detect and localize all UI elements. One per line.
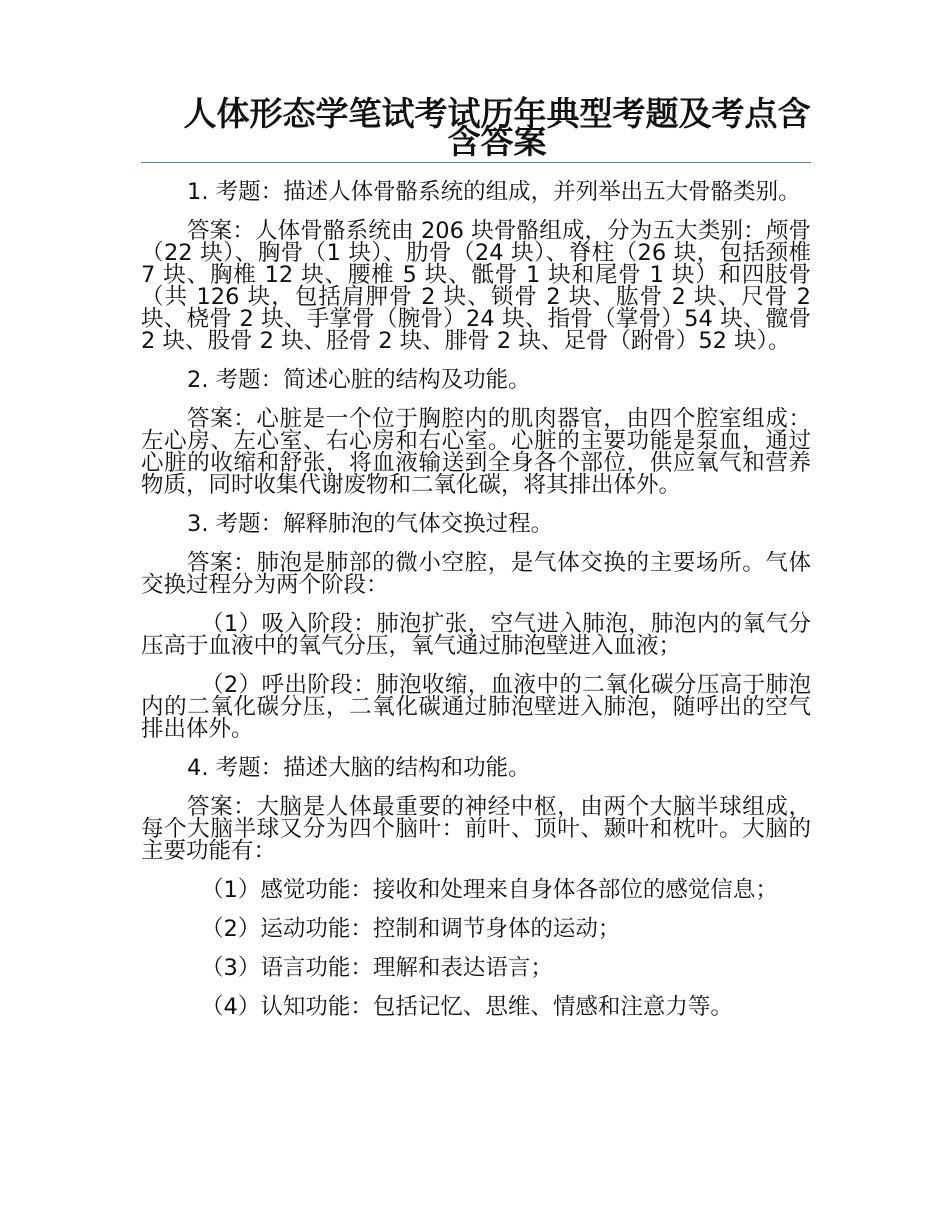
answer-3-item-1: （1）吸入阶段：肺泡扩张，空气进入肺泡，肺泡内的氧气分压高于血液中的氧气分压，氧气通过肺泡壁进入血液； — [141, 611, 811, 659]
answer-4-item-4: （4）认知功能：包括记忆、思维、情感和注意力等。 — [201, 994, 733, 1020]
title-underline — [141, 162, 811, 163]
answer-2: 答案：心脏是一个位于胸腔内的肌肉器官，由四个腔室组成：左心房、左心室、右心房和右心室。心脏的主要功能是泵血，通过心脏的收缩和舒张，将血液输送到全身各个部位，供应氧气和营养物质，同时收集代谢废物和二氧化碳，将其排出体外。 — [141, 406, 811, 498]
answer-4-item-2: （2）运动功能：控制和调节身体的运动； — [201, 916, 621, 942]
answer-4: 答案：大脑是人体最重要的神经中枢，由两个大脑半球组成，每个大脑半球又分为四个脑叶：前叶、顶叶、颞叶和枕叶。大脑的主要功能有： — [141, 794, 811, 864]
answer-3: 答案：肺泡是肺部的微小空腔，是气体交换的主要场所。气体交换过程分为两个阶段： — [141, 550, 811, 598]
question-3: 3. 考题：解释肺泡的气体交换过程。 — [187, 511, 554, 537]
question-1: 1. 考题：描述人体骨骼系统的组成，并列举出五大骨骼类别。 — [187, 179, 801, 205]
answer-1: 答案：人体骨骼系统由 206 块骨骼组成，分为五大类别：颅骨（22 块）、胸骨（1 块）、肋骨（24 块）、脊柱（26 块，包括颈椎 7 块、胸椎 12 块、腰椎 5 块、骶骨 1 块和尾骨 1 块）和四肢骨（共 126 块，包括肩胛骨 2 块、锁骨 2 块、肱骨 2 块、尺骨 2 块、桡骨 2 块、手掌骨（腕骨）24 块、指骨（掌骨）54 块、髋骨 2 块、股骨 2 块、胫骨 2 块、腓骨 2 块、足骨（跗骨）52 块）。 — [141, 218, 811, 354]
document-title: 人体形态学笔试考试历年典型考题及考点含含答案 — [183, 94, 811, 161]
question-2: 2. 考题：简述心脏的结构及功能。 — [187, 367, 531, 393]
answer-3-item-2: （2）呼出阶段：肺泡收缩，血液中的二氧化碳分压高于肺泡内的二氧化碳分压，二氧化碳通过肺泡壁进入肺泡，随呼出的空气排出体外。 — [141, 672, 811, 742]
document-page — [141, 94, 811, 1035]
question-4: 4. 考题：描述大脑的结构和功能。 — [187, 755, 531, 781]
answer-4-item-1: （1）感觉功能：接收和处理来自身体各部位的感觉信息； — [201, 877, 778, 903]
answer-4-item-3: （3）语言功能：理解和表达语言； — [201, 955, 553, 981]
